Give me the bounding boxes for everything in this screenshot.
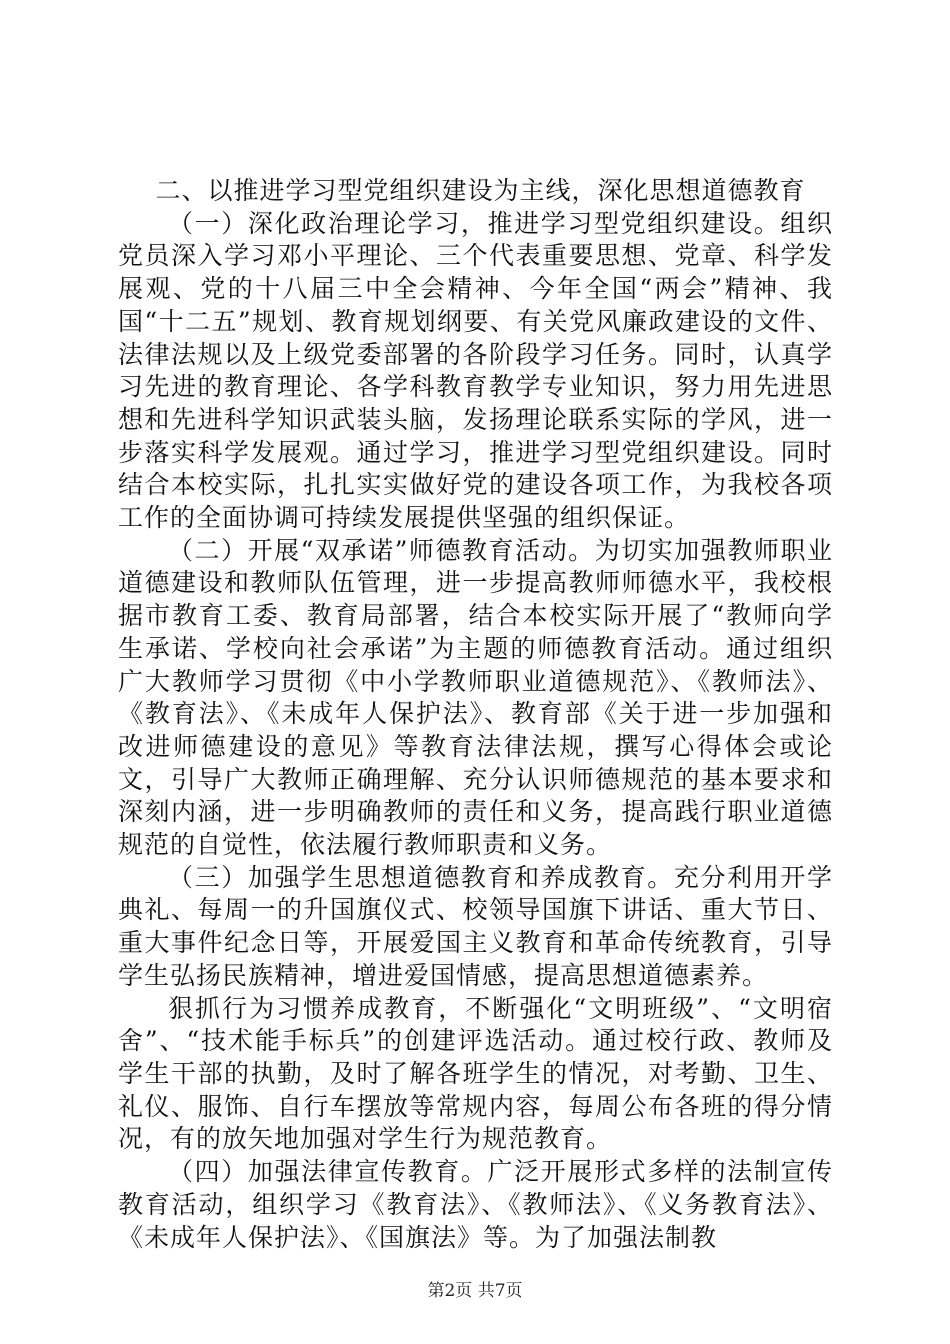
page-number-footer: 第2页 共7页 [427,1281,523,1301]
paragraph-3: （三）加强学生思想道德教育和养成教育。充分利用开学典礼、每周一的升国旗仪式、校领导国旗下讲话、重大节日、重大事件纪念日等，开展爱国主义教育和革命传统教育，引导学生弘扬民族精神，增进爱国情感，提高思想道德素养。 [118,862,833,990]
paragraph-5: （四）加强法律宣传教育。广泛开展形式多样的法制宣传教育活动，组织学习《教育法》、《教师法》、《义务教育法》、《未成年人保护法》、《国旗法》等。为了加强法制教 [118,1157,833,1252]
paragraph-1: （一）深化政治理论学习，推进学习型党组织建设。组织党员深入学习邓小平理论、三个代表重要思想、党章、科学发展观、党的十八届三中全会精神、今年全国“两会”精神、我国“十二五”规划、教育规划纲要、有关党风廉政建设的文件、法律法规以及上级党委部署的各阶段学习任务。同时，认真学习先进的教育理论、各学科教育教学专业知识，努力用先进思想和先进科学知识武装头脑，发扬理论联系实际的学风，进一步落实科学发展观。通过学习，推进学习型党组织建设。同时结合本校实际，扎扎实实做好党的建设各项工作，为我校各项工作的全面协调可持续发展提供坚强的组织保证。 [118,208,833,533]
paragraph-2: （二）开展“双承诺”师德教育活动。为切实加强教师职业道德建设和教师队伍管理，进一步提高教师师德水平，我校根据市教育工委、教育局部署，结合本校实际开展了“教师向学生承诺、学校向社会承诺”为主题的师德教育活动。通过组织广大教师学习贯彻《中小学教师职业道德规范》、《教师法》、《教育法》、《未成年人保护法》、教育部《关于进一步加强和改进师德建设的意见》等教育法律法规，撰写心得体会或论文，引导广大教师正确理解、充分认识师德规范的基本要求和深刻内涵，进一步明确教师的责任和义务，提高践行职业道德规范的自觉性，依法履行教师职责和义务。 [118,535,833,860]
document-body [118,175,833,1254]
section-heading: 二、以推进学习型党组织建设为主线，深化思想道德教育 [155,176,806,205]
paragraph-4: 狠抓行为习惯养成教育，不断强化“文明班级”、“文明宿舍”、“技术能手标兵”的创建评选活动。通过校行政、教师及学生干部的执勤，及时了解各班学生的情况，对考勤、卫生、礼仪、服饰、自行车摆放等常规内容，每周公布各班的得分情况，有的放矢地加强对学生行为规范教育。 [118,993,833,1154]
